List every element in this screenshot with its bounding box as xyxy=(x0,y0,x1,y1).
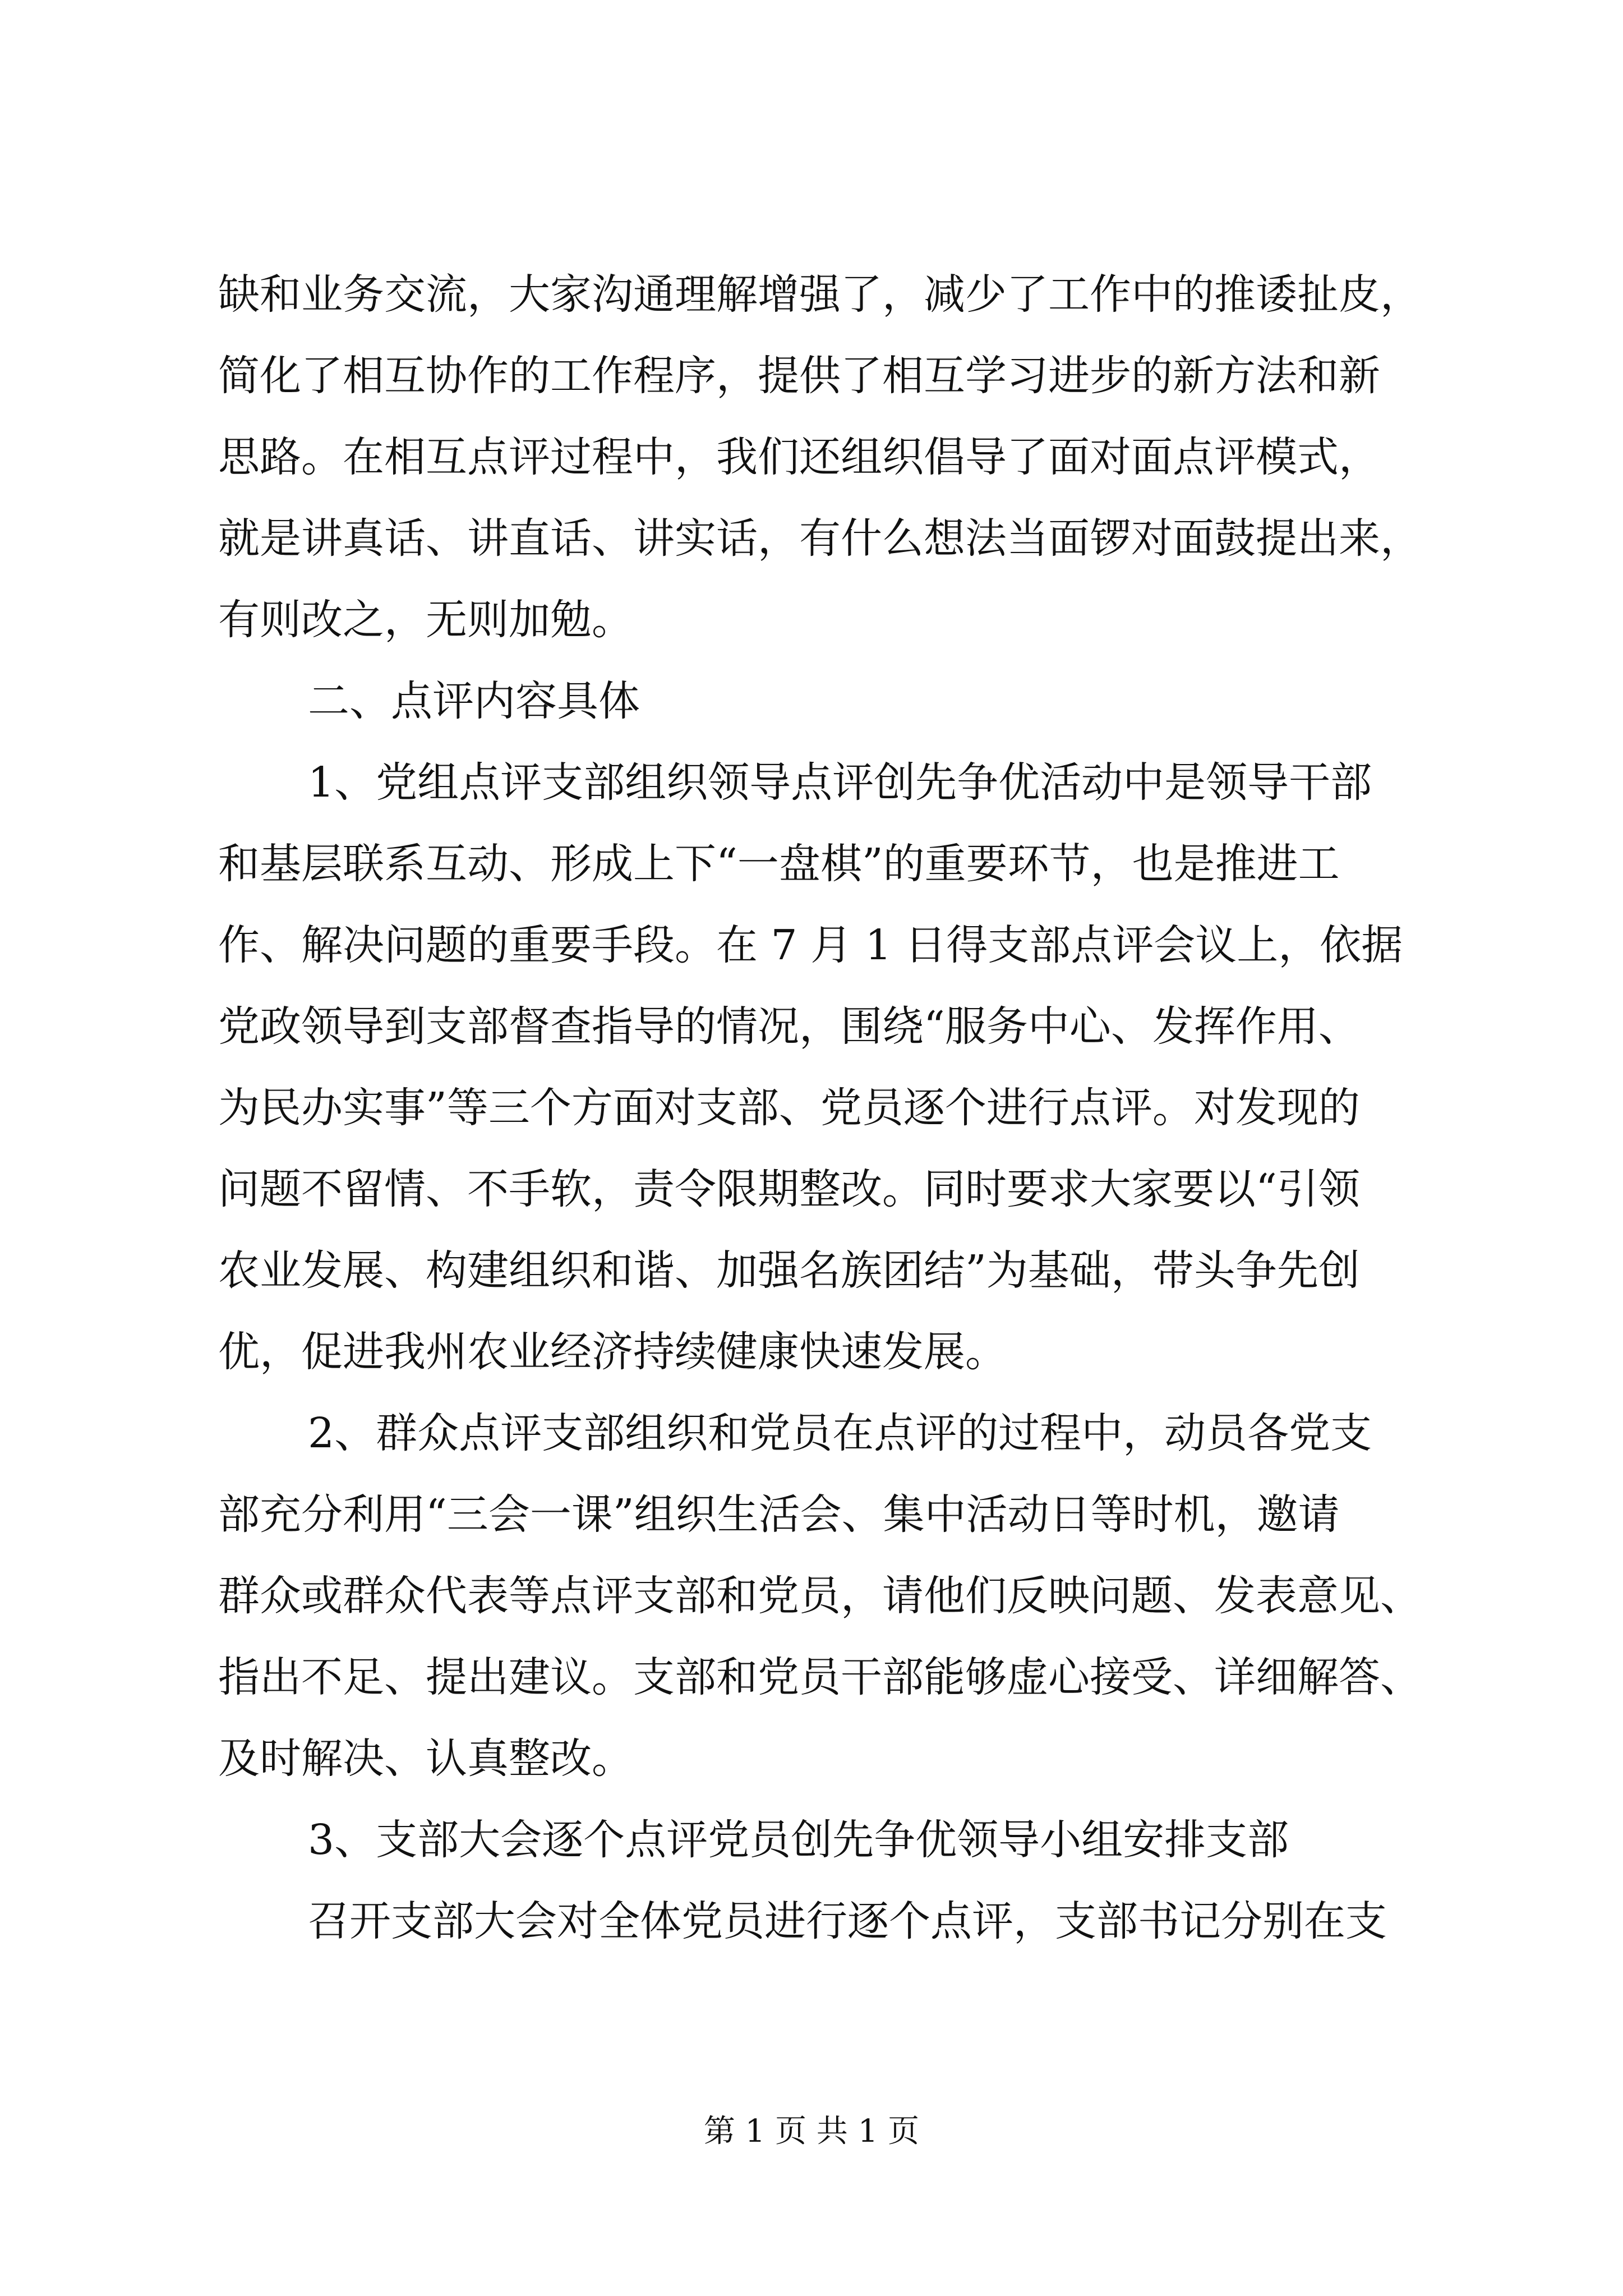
paragraph-start-line: 2、群众点评支部组织和党员在点评的过程中，动员各党支 xyxy=(308,1409,1372,1457)
section-heading: 二、点评内容具体 xyxy=(308,677,640,725)
text-line: 缺和业务交流，大家沟通理解增强了，减少了工作中的推诿扯皮， xyxy=(218,270,1422,319)
text-line: 为民办实事”等三个方面对支部、党员逐个进行点评。对发现的 xyxy=(218,1084,1360,1132)
document-body xyxy=(218,254,1452,1962)
text-line: 问题不留情、不手软，责令限期整改。同时要求大家要以“引领 xyxy=(218,1165,1360,1213)
text-line: 就是讲真话、讲直话、讲实话，有什么想法当面锣对面鼓提出来， xyxy=(218,514,1422,563)
text-line: 思路。在相互点评过程中，我们还组织倡导了面对面点评模式， xyxy=(218,433,1380,481)
text-line: 优，促进我州农业经济持续健康快速发展。 xyxy=(218,1328,1007,1376)
text-line: 及时解决、认真整改。 xyxy=(218,1734,633,1783)
text-line: 有则改之，无则加勉。 xyxy=(218,596,633,644)
text-line: 和基层联系互动、形成上下“一盘棋”的重要环节，也是推进工 xyxy=(218,840,1340,888)
paragraph-start-line: 3、支部大会逐个点评党员创先争优领导小组安排支部 xyxy=(308,1816,1289,1864)
text-line: 指出不足、提出建议。支部和党员干部能够虚心接受、详细解答、 xyxy=(218,1653,1422,1701)
paragraph-start-line: 召开支部大会对全体党员进行逐个点评，支部书记分别在支 xyxy=(308,1897,1387,1945)
text-line: 群众或群众代表等点评支部和党员，请他们反映问题、发表意见、 xyxy=(218,1572,1422,1620)
text-line: 作、解决问题的重要手段。在 7 月 1 日得支部点评会议上，依据 xyxy=(218,921,1403,969)
text-line: 简化了相互协作的工作程序，提供了相互学习进步的新方法和新 xyxy=(218,352,1380,400)
text-line: 党政领导到支部督查指导的情况，围绕“服务中心、发挥作用、 xyxy=(218,1002,1360,1051)
text-line: 农业发展、构建组织和谐、加强名族团结”为基础，带头争先创 xyxy=(218,1246,1360,1295)
page-footer xyxy=(0,2109,1623,2154)
paragraph-start-line: 1、党组点评支部组织领导点评创先争优活动中是领导干部 xyxy=(308,758,1372,807)
text-line: 部充分利用“三会一课”组织生活会、集中活动日等时机，邀请 xyxy=(218,1490,1340,1539)
page-number-label: 第 1 页 共 1 页 xyxy=(703,2113,920,2150)
